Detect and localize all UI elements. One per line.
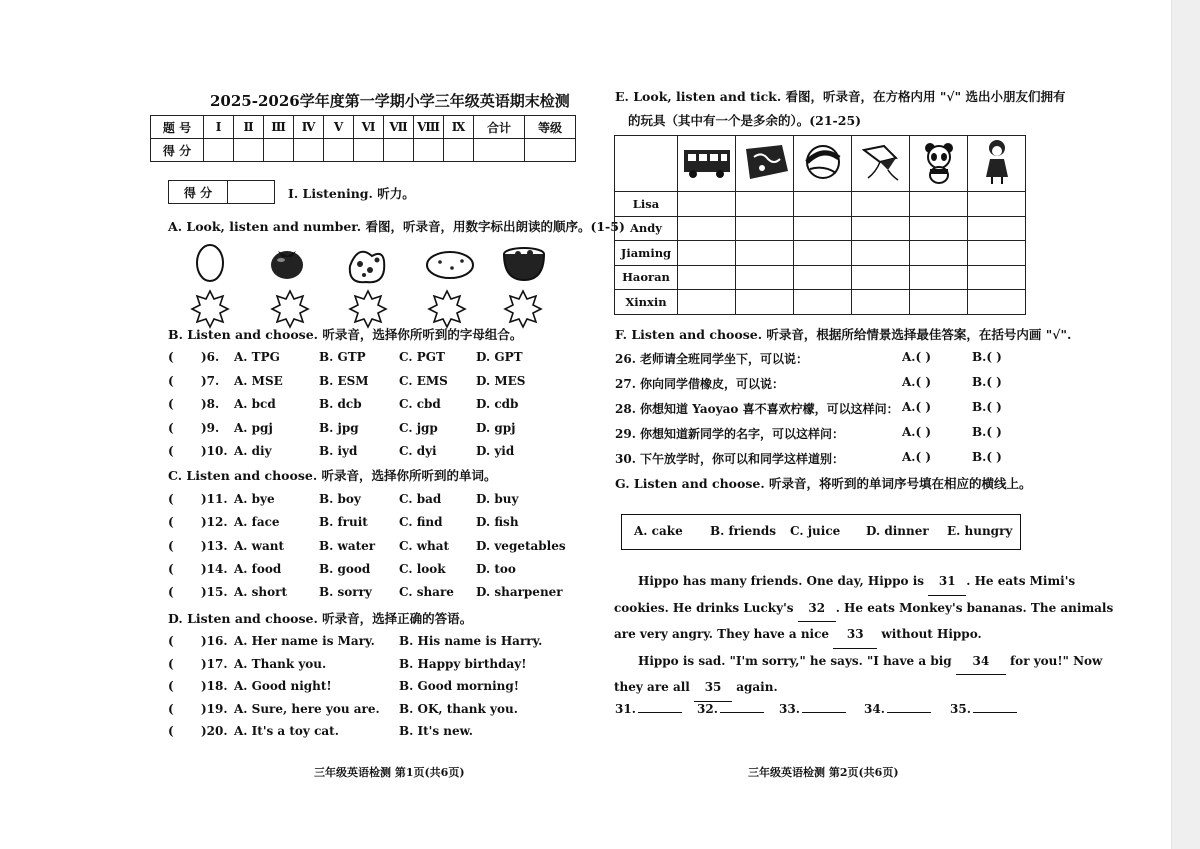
question-row <box>168 350 588 368</box>
star-answer-box[interactable] <box>272 291 308 327</box>
story-line: Hippo is sad. "I'm sorry," he says. "I have a big 34 for you!" Now <box>614 649 1034 676</box>
option-d: D. too <box>476 561 516 576</box>
choice-a[interactable]: A.( ) <box>902 450 932 464</box>
question-number: )12. <box>201 515 228 530</box>
toy-tick-table <box>614 135 1026 315</box>
bread-cake-icon <box>350 252 384 282</box>
kite-icon <box>852 136 910 192</box>
question-number: )13. <box>201 538 228 553</box>
egg-icon <box>197 245 223 281</box>
situation-text: 27. 你向同学借橡皮，可以说： <box>615 377 785 391</box>
option-a: A. face <box>234 515 280 530</box>
story-line: cookies. He drinks Lucky's 32 . He eats Monkey's bananas. The animals <box>614 596 1034 623</box>
question-number: )17. <box>201 656 228 671</box>
option-b: B. Happy birthday! <box>399 656 527 671</box>
option-b: B. jpg <box>319 420 359 435</box>
page-footer: 三年级英语检测 第1页(共6页) <box>314 766 465 779</box>
tick-cell[interactable] <box>852 265 910 290</box>
question-row <box>168 679 588 697</box>
question-number: )9. <box>201 420 220 435</box>
choice-a[interactable]: A.( ) <box>902 425 932 439</box>
section-a-heading: A. Look, listen and number. 看图，听录音，用数字标出朗读的顺序。(1-5) <box>168 219 625 234</box>
option-c: C. jgp <box>399 420 438 435</box>
exam-title: 2025-2026学年度第一学期小学三年级英语期末检测 <box>210 92 570 110</box>
situation-text: 28. 你想知道 Yaoyao 喜不喜欢柠檬，可以这样问： <box>615 402 899 416</box>
option-b: B. iyd <box>319 444 358 458</box>
option-d: D. sharpener <box>476 585 563 600</box>
score-cell[interactable] <box>204 139 234 162</box>
blank-31[interactable]: 31 <box>928 569 966 596</box>
answer-paren[interactable]: ( <box>168 538 174 553</box>
story-paragraph <box>614 569 1114 702</box>
option-b: B. OK, thank you. <box>399 701 518 716</box>
tick-row <box>615 192 1026 217</box>
blank-32[interactable]: 32 <box>798 596 836 623</box>
option-b: B. dcb <box>319 397 362 411</box>
section-score-cell[interactable] <box>228 181 275 204</box>
answer-paren[interactable]: ( <box>168 420 174 435</box>
tick-cell[interactable] <box>794 192 852 217</box>
score-header-cell: 题 号 <box>151 116 204 139</box>
tick-cell[interactable] <box>852 290 910 315</box>
star-answer-box[interactable] <box>429 291 465 327</box>
tick-cell[interactable] <box>968 192 1026 217</box>
blank-34[interactable]: 34 <box>956 649 1006 676</box>
score-header-cell: 合计 <box>474 116 525 139</box>
question-row <box>168 657 588 675</box>
tick-row <box>615 265 1026 290</box>
option-b: B. water <box>319 538 376 553</box>
tick-cell[interactable] <box>736 265 794 290</box>
score-cell[interactable] <box>474 139 525 162</box>
score-header-cell: Ⅳ <box>294 116 324 139</box>
blank-35[interactable]: 35 <box>694 675 732 702</box>
tick-cell[interactable] <box>910 290 968 315</box>
score-cell[interactable] <box>384 139 414 162</box>
answer-line[interactable] <box>638 712 682 713</box>
answer-line[interactable] <box>720 712 764 713</box>
answer-label: 35. <box>950 702 971 716</box>
question-row <box>168 444 588 462</box>
option-c: C. find <box>399 515 443 530</box>
option-d: D. buy <box>476 492 519 506</box>
choice-b[interactable]: B.( ) <box>972 425 1002 439</box>
pot-bowl-icon <box>504 248 544 280</box>
tick-cell[interactable] <box>678 241 736 266</box>
option-a: A. Good night! <box>234 679 332 693</box>
situation-text: 26. 老师请全班同学坐下，可以说： <box>615 352 809 366</box>
score-cell[interactable] <box>234 139 264 162</box>
question-number: )18. <box>201 679 228 693</box>
answer-paren[interactable]: ( <box>168 373 174 388</box>
tick-cell[interactable] <box>852 192 910 217</box>
tick-cell[interactable] <box>968 216 1026 241</box>
option-c: C. EMS <box>399 373 448 388</box>
option-b: B. His name is Harry. <box>399 634 543 648</box>
question-row <box>168 562 588 580</box>
answer-paren[interactable]: ( <box>168 515 174 530</box>
score-cell[interactable] <box>444 139 474 162</box>
score-cell[interactable] <box>525 139 576 162</box>
word-bank-item: A. cake <box>634 524 683 538</box>
tick-row-name: Jiaming <box>615 241 678 266</box>
tick-cell[interactable] <box>910 265 968 290</box>
word-bank-item: C. juice <box>790 524 841 538</box>
score-cell[interactable] <box>414 139 444 162</box>
tick-cell[interactable] <box>794 216 852 241</box>
question-row <box>168 515 588 533</box>
option-a: A. bcd <box>234 397 276 411</box>
score-table <box>150 115 576 162</box>
option-b: B. good <box>319 561 371 576</box>
tick-row <box>615 216 1026 241</box>
word-bank-item: E. hungry <box>947 524 1013 538</box>
option-a: A. Thank you. <box>234 656 327 671</box>
section-g-heading: G. Listen and choose. 听录音，将听到的单词序号填在相应的横线上。 <box>615 476 1032 491</box>
answer-paren[interactable]: ( <box>168 492 174 506</box>
answer-label: 33. <box>779 702 800 716</box>
section-score-label: 得 分 <box>169 181 228 204</box>
answer-paren[interactable]: ( <box>168 701 174 716</box>
question-row <box>168 421 588 439</box>
option-b: B. Good morning! <box>399 679 520 693</box>
answer-slot <box>615 702 682 716</box>
situation-row <box>615 425 1035 443</box>
option-a: A. diy <box>234 444 272 458</box>
word-bank-item: B. friends <box>710 524 777 538</box>
option-d: D. GPT <box>476 350 523 364</box>
option-a: A. It's a toy cat. <box>234 724 339 738</box>
section-f-heading: F. Listen and choose. 听录音，根据所给情景选择最佳答案，在括号内画 "√". <box>615 327 1072 342</box>
score-header-cell: Ⅲ <box>264 116 294 139</box>
section-score-box <box>168 180 275 204</box>
answer-paren[interactable]: ( <box>168 724 174 738</box>
choice-a[interactable]: A.( ) <box>902 400 932 414</box>
tick-cell[interactable] <box>794 290 852 315</box>
answer-paren[interactable]: ( <box>168 679 174 693</box>
question-number: )14. <box>201 561 228 576</box>
tick-cell[interactable] <box>968 241 1026 266</box>
tick-cell[interactable] <box>678 192 736 217</box>
tick-cell[interactable] <box>678 216 736 241</box>
tick-row <box>615 241 1026 266</box>
section-a-pictures <box>180 238 560 330</box>
situation-text: 29. 你想知道新同学的名字，可以这样问： <box>615 427 845 441</box>
tomato-icon <box>271 251 303 279</box>
answer-paren[interactable]: ( <box>168 444 174 458</box>
star-answer-box[interactable] <box>505 291 541 327</box>
word-bank-item: D. dinner <box>866 524 929 538</box>
score-row-label: 得 分 <box>151 139 204 162</box>
tick-cell[interactable] <box>910 192 968 217</box>
section-d-heading: D. Listen and choose. 听录音，选择正确的答语。 <box>168 611 473 626</box>
option-b: B. ESM <box>319 373 369 388</box>
part-heading-listening: Ⅰ. Listening. 听力。 <box>288 186 415 201</box>
tick-row-name: Lisa <box>615 192 678 217</box>
map-icon <box>736 136 794 192</box>
situation-row <box>615 350 1035 368</box>
option-a: A. MSE <box>234 373 283 388</box>
score-table-score-row <box>151 139 576 162</box>
tick-cell[interactable] <box>794 265 852 290</box>
choice-a[interactable]: A.( ) <box>902 375 932 389</box>
choice-b[interactable]: B.( ) <box>972 375 1002 389</box>
option-c: C. what <box>399 538 450 553</box>
option-a: A. bye <box>234 492 275 506</box>
tick-row-name: Haoran <box>615 265 678 290</box>
answer-slot <box>779 702 846 716</box>
bus-icon <box>678 136 736 192</box>
answer-line[interactable] <box>802 712 846 713</box>
score-header-cell: Ⅰ <box>204 116 234 139</box>
option-d: D. gpj <box>476 420 516 435</box>
question-number: )7. <box>201 373 220 388</box>
answer-paren[interactable]: ( <box>168 397 174 411</box>
answer-slot <box>697 702 764 716</box>
situation-row <box>615 375 1035 393</box>
question-row <box>168 585 588 603</box>
option-a: A. Sure, here you are. <box>234 701 380 716</box>
score-header-cell: Ⅶ <box>384 116 414 139</box>
tick-cell[interactable] <box>910 216 968 241</box>
section-e-heading-line1: E. Look, listen and tick. 看图，听录音，在方格内用 "√" 选出小朋友们拥有 <box>615 89 1066 104</box>
page-footer-2: 三年级英语检测 第2页(共6页) <box>748 766 899 779</box>
story-line: are very angry. They have a nice 33 without Hippo. <box>614 622 1034 649</box>
choice-b[interactable]: B.( ) <box>972 350 1002 364</box>
choice-a[interactable]: A.( ) <box>902 350 932 364</box>
score-cell[interactable] <box>264 139 294 162</box>
answer-paren[interactable]: ( <box>168 350 174 364</box>
tick-cell[interactable] <box>736 216 794 241</box>
option-c: C. look <box>399 561 446 576</box>
panda-icon <box>910 136 968 192</box>
blank-33[interactable]: 33 <box>833 622 877 649</box>
answer-slot <box>864 702 931 716</box>
option-a: A. TPG <box>234 350 280 364</box>
answer-paren[interactable]: ( <box>168 634 174 648</box>
answer-paren[interactable]: ( <box>168 656 174 671</box>
option-a: A. short <box>234 585 288 600</box>
question-row <box>168 724 588 742</box>
question-row <box>168 492 588 510</box>
option-a: A. food <box>234 561 282 576</box>
score-header-cell: 等级 <box>525 116 576 139</box>
section-e-heading-line2: 的玩具（其中有一个是多余的）。(21-25) <box>628 113 862 128</box>
answer-line[interactable] <box>973 712 1017 713</box>
option-d: D. MES <box>476 373 526 388</box>
score-header-cell: Ⅷ <box>414 116 444 139</box>
section-b-heading: B. Listen and choose. 听录音，选择你所听到的字母组合。 <box>168 327 523 342</box>
tick-cell[interactable] <box>852 241 910 266</box>
tick-cell[interactable] <box>678 265 736 290</box>
tick-cell[interactable] <box>678 290 736 315</box>
tick-cell[interactable] <box>736 241 794 266</box>
option-b: B. fruit <box>319 515 368 530</box>
question-number: )20. <box>201 724 228 738</box>
option-d: D. yid <box>476 444 515 458</box>
tick-cell[interactable] <box>736 192 794 217</box>
option-a: A. pgj <box>234 420 273 435</box>
star-answer-box[interactable] <box>192 291 228 327</box>
option-a: A. want <box>234 538 285 553</box>
tick-row <box>615 290 1026 315</box>
answer-label: 31. <box>615 702 636 716</box>
situation-text: 30. 下午放学时，你可以和同学这样道别： <box>615 452 845 466</box>
score-header-cell: Ⅱ <box>234 116 264 139</box>
option-a: A. Her name is Mary. <box>234 634 375 648</box>
potato-icon <box>427 252 473 278</box>
tick-cell[interactable] <box>736 290 794 315</box>
question-number: )15. <box>201 585 228 600</box>
question-number: )11. <box>201 492 228 506</box>
star-answer-box[interactable] <box>350 291 386 327</box>
question-number: )10. <box>201 444 228 458</box>
answer-label: 32. <box>697 702 718 716</box>
story-line: they are all 35 again. <box>614 675 1034 702</box>
tick-cell[interactable] <box>794 241 852 266</box>
situation-row <box>615 450 1035 468</box>
score-header-cell: Ⅴ <box>324 116 354 139</box>
score-cell[interactable] <box>324 139 354 162</box>
option-b: B. boy <box>319 492 361 506</box>
option-c: C. dyi <box>399 444 437 458</box>
score-header-cell: Ⅵ <box>354 116 384 139</box>
option-c: C. share <box>399 585 454 600</box>
question-row <box>168 374 588 392</box>
choice-b[interactable]: B.( ) <box>972 400 1002 414</box>
option-c: C. cbd <box>399 397 441 411</box>
tick-cell[interactable] <box>852 216 910 241</box>
score-table-header-row <box>151 116 576 139</box>
story-line: Hippo has many friends. One day, Hippo is 31 . He eats Mimi's <box>614 569 1034 596</box>
answer-slot <box>950 702 1017 716</box>
section-c-heading: C. Listen and choose. 听录音，选择你所听到的单词。 <box>168 468 497 483</box>
choice-b[interactable]: B.( ) <box>972 450 1002 464</box>
tick-cell[interactable] <box>910 241 968 266</box>
tick-cell[interactable] <box>968 265 1026 290</box>
question-number: )19. <box>201 701 228 716</box>
tick-cell[interactable] <box>968 290 1026 315</box>
question-number: )8. <box>201 397 220 411</box>
tick-picture-row <box>615 136 1026 192</box>
situation-row <box>615 400 1035 418</box>
answer-paren[interactable]: ( <box>168 561 174 576</box>
scan-edge <box>1171 0 1200 849</box>
option-c: C. bad <box>399 492 442 506</box>
ball-icon <box>794 136 852 192</box>
question-row <box>168 539 588 557</box>
option-b: B. GTP <box>319 350 366 364</box>
tick-row-name: Andy <box>615 216 678 241</box>
option-d: D. fish <box>476 515 519 530</box>
word-bank-box <box>621 514 1021 550</box>
tick-row-name: Xinxin <box>615 290 678 315</box>
option-d: D. vegetables <box>476 538 566 553</box>
question-row <box>168 397 588 415</box>
option-b: B. It's new. <box>399 724 473 738</box>
option-d: D. cdb <box>476 397 519 411</box>
answer-paren[interactable]: ( <box>168 585 174 600</box>
question-row <box>168 702 588 720</box>
option-b: B. sorry <box>319 585 372 600</box>
option-c: C. PGT <box>399 350 445 364</box>
question-row <box>168 634 588 652</box>
question-number: )16. <box>201 634 228 648</box>
question-number: )6. <box>201 350 220 364</box>
answer-label: 34. <box>864 702 885 716</box>
doll-icon <box>968 136 1026 192</box>
score-cell[interactable] <box>294 139 324 162</box>
score-header-cell: Ⅸ <box>444 116 474 139</box>
score-cell[interactable] <box>354 139 384 162</box>
answer-line[interactable] <box>887 712 931 713</box>
